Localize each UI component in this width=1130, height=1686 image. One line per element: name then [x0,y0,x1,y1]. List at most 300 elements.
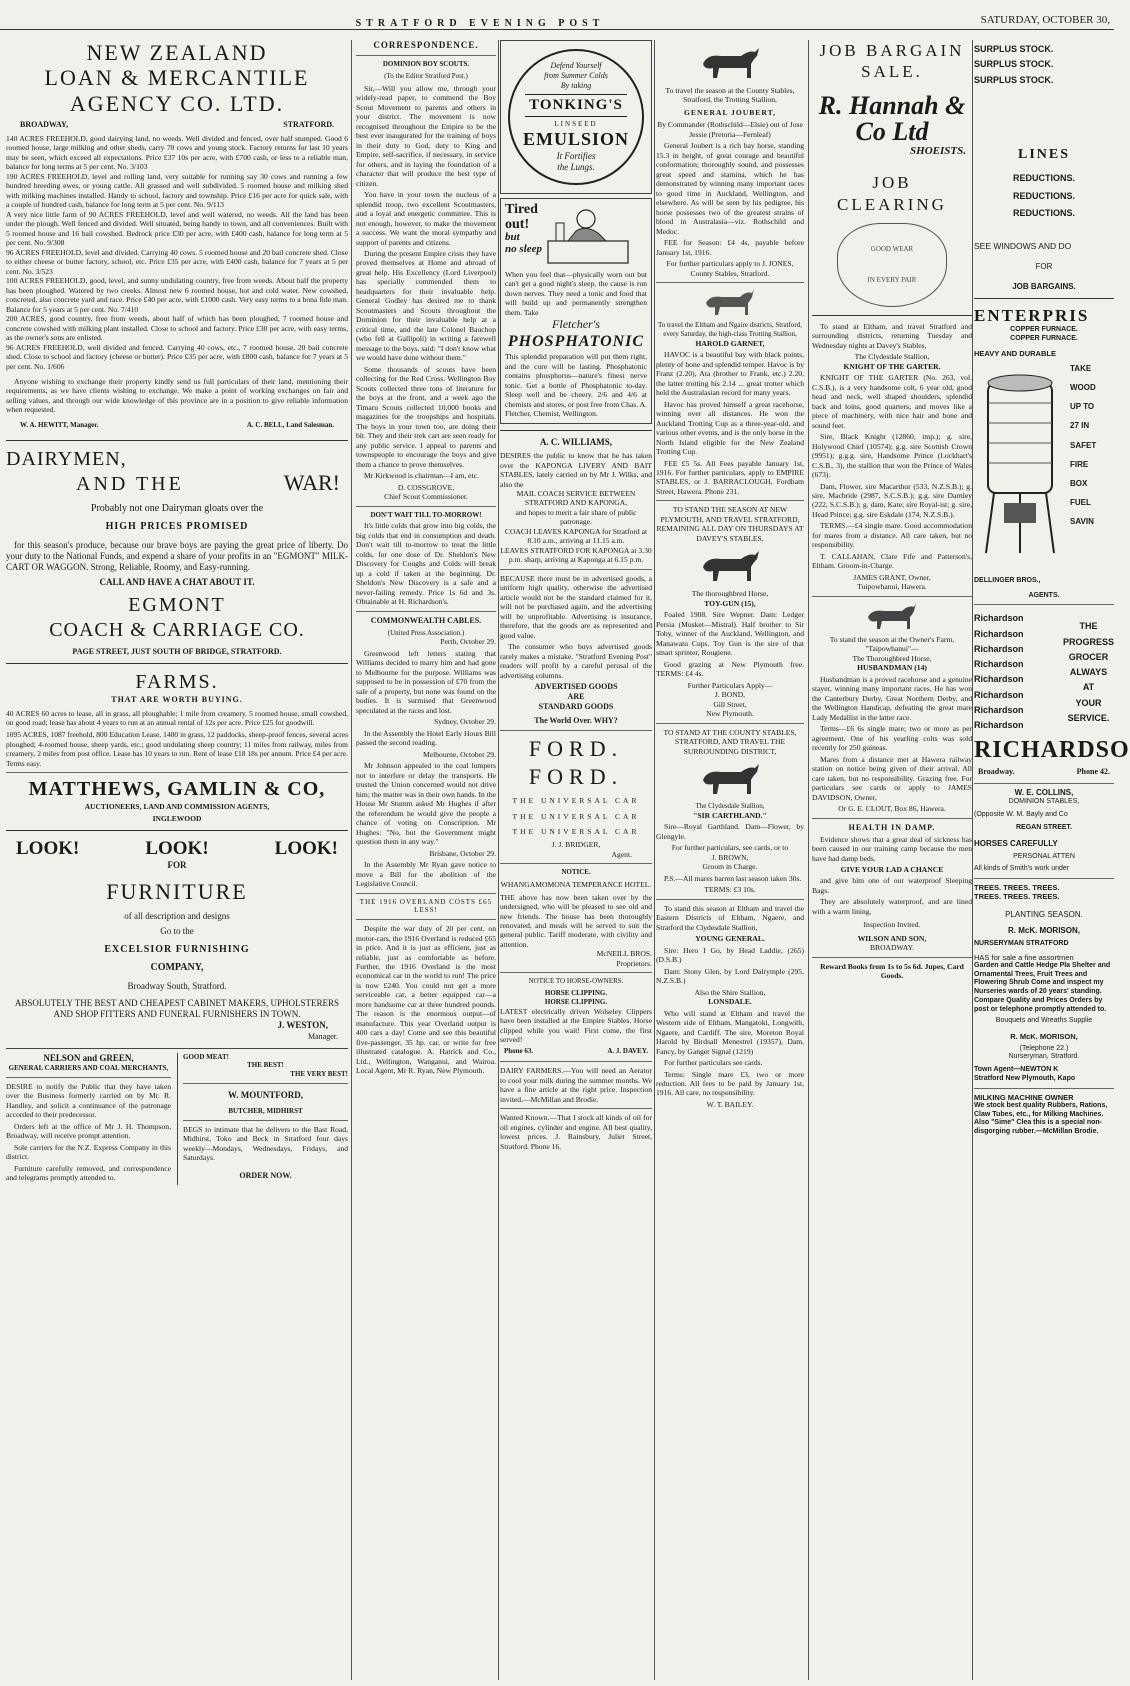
stallion-contact: Further Particulars Apply— [687,680,773,690]
advert-heading: MILKING MACHINE OWNER [974,1092,1074,1102]
dateline: Perth, October 29. [440,637,496,647]
stallion-name: TOY-GUN (15), [704,598,756,608]
advert-callout: Inspection Invited. [863,920,921,930]
stallion-intro: To stand at Eltham, and travel Stratford and surrounding districts, returning Tuesday and Wednesday nights at Davey's Stables, [812,321,972,350]
column-4 [656,40,804,1680]
phone-number: Phone 42. [1076,767,1110,777]
stallion-fee: Terms—£6 6s single mare; two or more as per agreement. One of his yearling colts was sold recently for 250 guineas. [812,724,972,753]
stallion-description: Who will stand at Eltham and travel the Western side of Eltham, Mangatoki, Longwith, Ngaere, and Cardiff. The sire, Moreton Royal Harold by Birdsall Menestrel (19357), Dam, Fancy, by Ganger Signal (1219) [656,1008,804,1056]
article-note: (To the Editor Stratford Post.) [384,72,468,80]
advert-heading: REDUCTIONS. [1012,207,1075,218]
phosphatonic-advert [500,198,652,424]
divider [356,893,496,894]
stallion-description: Foaled 1908. Sire Wepner. Dam: Ledger Persia (Musket—Mistral). Half brother to Sir Toby, winner of the Auckland, Wellington, and Manawatu Cups. Toy Gun is the sire of that smart sprinter, Rougiene. [656,610,804,658]
divider [500,730,652,731]
divider [356,611,496,612]
divider [812,818,972,819]
advert-heading: STANDARD GOODS [538,702,614,712]
article-paragraph: During the present Empire crisis they have proved themselves at Home and abroad of great help. His Excellency (Lord Liverpool) has specially commended them to headquarters for their invaluable help. General Godley has desired me to thank Scoutmasters and Scouts throughout the Dominion for their invaluable help at a critical time, and the late Colonel Bauchop (who fell at Gallipoli) in writing a farewell message to the boys, said: "I don't know what we would have done without them." [356,248,496,363]
advert-body: and hopes to merit a fair share of public patronage. [515,507,637,527]
shield-icon [837,223,947,307]
article-paragraph: In the Assembly the Hotel Early Hours Bill passed the second reading. [356,728,496,748]
advert-title: MATTHEWS, GAMLIN & CO, [28,777,326,800]
listing: 190 ACRES FREEHOLD, level and rolling land, very suitable for running say 30 cows and running a few hundred breeding ewes, or young cattle. All grassed and well subdivided. 5 roomed house and milking shed with milking machines installed. Handy to school, factory and township. Price £16 per acre for quick sale, with a couple of hundred cash, balance for long term at 5 per cent. No. 9/113 [6,171,348,210]
advert-address: Broadway South, Stratford. [127,980,227,991]
feature-word: BOX [1070,478,1088,488]
advert-text: SEE WINDOWS AND DO [974,241,1072,251]
stallion-contact: New Plymouth. [706,709,754,719]
manager-signature: W. A. HEWITT, Manager. [20,420,99,429]
feature-word: UP TO [1070,402,1095,412]
richardson-list [974,609,1024,735]
advert-text: THE BEST! [247,1061,284,1070]
stallion-note: For further particulars see cards. [664,1058,763,1068]
listing: 100 ACRES FREEHOLD, good, level, and sunny undulating country, free from weeds. About half the property has been ploughed. Watered by two creeks. Almost new 6 roomed house, hot and cold water. New cowshed, concreted, also concrete yard and race. Price £40 per acre, with £1000 cash. Very easy terms to a bona fide man. Balance for 5 years at 5 per cent. No. 7/410 [6,276,348,314]
richardson-name: Richardson [974,720,1024,730]
advert-title: W. MOUNTFORD, [228,1089,303,1100]
article-title: COMMONWEALTH CABLES. [370,615,482,625]
stallion-contact: T. CALLAHAN, Clare Fife and Patterson's, Eltham. Groom-in-Charge. [812,551,972,571]
advert-title: ENTERPRIS [974,305,1090,325]
stallion-description: HAVOC is a beautiful bay with black points, plenty of bone and splendid temper. Havoc is by Franz (2.20), Ata (brother to Frank, etc.) 2.20, the latter trotting his 2.14 ... great trotter which held the Australasian record for many years. [656,350,804,398]
advert-title: FURNITURE [106,878,248,904]
stallion-contact: For further particulars apply to J. JONES, [666,259,794,269]
stallion-contact: Or G. E. CLOUT, Box 86, Hawera. [838,804,946,814]
stallion-intro: Also the Shire Stallion, [694,987,766,997]
advert-heading: SURPLUS STOCK. [974,74,1054,85]
advert-body: DAIRY FARMERS.—You will need an Aerator to cool your milk during the summer months. We have a fine article at the right price. Inspection invited.—McMillan and Brodie. [500,1066,652,1104]
stallion-pedigree: Sire—Royal Garthland. Dam—Flower, by Glengyle. [656,822,804,841]
article-signature: Chief Scout Commissioner. [384,492,468,502]
divider [656,500,804,501]
divider [500,1061,652,1062]
advert-signature: Nurseryman, Stratford. [1008,1053,1080,1061]
stallion-description: Husbandman is a proved racehorse and a genuine stayer, winning many important races. He has won the Canterbury Derby, Great Northern Derby, and the Wellington Handicap, defeating the great mare Lady Medallist in the latter race. [812,674,972,722]
horse-icon [862,601,922,631]
slogan-word: GROCER [1068,651,1109,662]
advert-subtitle: GENERAL CARRIERS AND COAL MERCHANTS, [8,1063,169,1072]
advert-heading: PLANTING SEASON. [1005,909,1083,919]
richardson-name: Richardson [974,689,1024,700]
furnace-block [974,359,1114,577]
advert-heading: HORSES CAREFULLY [974,838,1058,848]
richardson-name: Richardson [974,613,1024,624]
advert-signature: (Telephone 22.) [1019,1044,1069,1052]
feature-word: FUEL [1070,498,1091,508]
advert-text: JOB BARGAINS. [1012,281,1076,291]
column-rule [808,40,809,1680]
stallion-pedigree: By Commander (Rothschild—Elsie) out of Jose Jessie (Pretoria—Fernleaf) [657,120,803,139]
masthead [0,0,1114,30]
advert-text: THE VERY BEST! [290,1070,348,1079]
listing: A very nice little farm of 90 ACRES FREEHOLD, level and well watered, no weeds. All the land has been under the plough. Well fenced and divided. Well situated, being handy to town, and all conveniences. Built with 5 roomed house and 16 bail cowshed. Bedrock price £30 per acre, with £400 cash, balance for long term at 5 per cent. No. 9/308 [6,209,348,248]
stamp-text: GOOD WEAR [870,245,914,253]
column-2 [356,40,496,1680]
advert-title: NEW ZEALAND [86,40,268,65]
advert-title: CLEARING [837,194,947,214]
divider [356,919,496,920]
advert-title: W. E. COLLINS, [1014,788,1074,798]
divider [183,1083,348,1084]
advert-text: the Lungs. [557,162,595,172]
furnace-features [1070,359,1096,532]
advert-heading: TREES. TREES. TREES. [974,883,1060,892]
divider [974,298,1114,299]
stallion-intro: To stand this season at Eltham and travel the Eastern Districts of Eltham, Ngaere, and Stratford the Clydesdale Stallion, [656,903,804,932]
advert-signature: BROADWAY. [869,943,915,953]
richardson-name: Richardson [974,628,1024,639]
slogan-word: PROGRESS [1062,636,1114,647]
advert-signature: A. J. DAVEY. [607,1046,648,1055]
article-title: DON'T WAIT TILL TO-MORROW! [370,510,482,519]
advert-body: Wanted Known.—That I stock all kinds of oil for oil engines, cylinder and engine. All best quality, lowest prices. J. Rainsbury, Juliet Street, Stratford. Phone 16. [500,1113,652,1151]
listing: 1095 ACRES, 1087 freehold, 800 Education Lease, 1400 in grass, 12 paddocks, sheep-proof fences, several acres ploughed; 4-roomed house, sheep yards, etc.; good undulating sheep country; 11 miles from railway, miles from creamery, 2 miles from post office. Lease has 10 years to run. Rent of lease £18 18s per annum. Price £4 per acre. Terms easy. [6,730,348,768]
stallion-pedigree: Sire, Black Knight (12860, imp.); g. sire, Holywood Chief (10574); g.g. sire Scottish Crown (9951); g.g.g. sire, Handsome Prince (Lockhart's C.S.B., 3), the stallion that won the Prince of Wales (673). [812,432,972,480]
richardson-name: Richardson [974,643,1024,654]
divider [812,957,972,958]
advert-body: This splendid preparation will put them right, and the cure will be lasting. Phosphatonic contains phosphorus—nature's finest nerve tonic. Get a bottle of Phosphatonic to-day. Sleep well and be cheery. 2/6 and 4/6 at chemists and stores, or post free from Chas. A. Fletcher, Chemist, Wellington. [505,352,647,419]
advert-company: EXCELSIOR FURNISHING [104,943,250,955]
phone-number: Phone 63. [504,1046,534,1055]
stallion-intro: TO STAND THE SEASON AT NEW PLYMOUTH, AND TRAVEL STRATFORD, REMAINING ALL DAY ON THURSDAYS AT DAVEY'S STABLES, [656,505,804,543]
section-heading: CORRESPONDENCE. [373,40,479,50]
advert-subtitle: DOMINION STABLES, [1008,798,1080,806]
product-name: EMULSION [522,129,629,150]
issue-date: SATURDAY, OCTOBER 30, [980,14,1110,26]
advert-title: A. C. WILLIAMS, [539,436,613,447]
slogan-word: THE [1079,621,1098,632]
stallion-contact: JAMES GRANT, Owner, [853,572,931,582]
advert-body: BECAUSE there must be in advertised goods, a uniform high quality, otherwise the advertised article would not be the standard claimed for it, will not be purchased again, and the advertising will be unprofitable. Advertising is insurance, therefore, that the goods are as represented and good value. [500,573,652,640]
advert-body: Orders left at the office of Mr J. H. Thompson, Broadway, will receive prompt attention. [6,1121,171,1141]
divider [500,972,652,973]
feature-word: SAFET [1070,440,1097,450]
advert-body: LEAVES STRATFORD FOR KAPONGA at 3.30 p.m. sharp, arriving at Kaponga at 6.15 p.m. [500,545,652,565]
advert-signature: DELLINGER BROS., [974,576,1041,584]
stallion-contact: County Stables, Stratford. [690,268,770,278]
divider [6,830,348,831]
article-paragraph: Despite the war duty of 20 per cent. on motor-cars, the 1916 Overland is reduced £65 in price. And it is just as efficient, just as reliable, just as comfortable as before. Further, the 1916 Overland is the most economical car in the world to run! The price is now £240. You could not get a more serviceable car, a better equipped car—a more handsome car at three hundred pounds. The reason is the enormous output—of manufacture. This year Overland output is 400 cars a day! Come and see this beautiful five-passenger, 35 hp. car, or write for free illustrated catalogue. A. Hatrick and Co., Ltd., Wellington, Wanganui, and Wairoa. Local Agent, Mr R. Ryan, New Plymouth. [356,924,496,1076]
farms-advert [6,670,348,768]
section-heading: NOTICE. [561,868,591,877]
section-heading: NOTICE TO HORSE-OWNERS. [528,977,624,986]
advert-subtitle: BUTCHER, MIDHIRST [228,1107,303,1116]
advert-body: ABSOLUTELY THE BEST AND CHEAPEST CABINET MAKERS, UPHOLSTERERS AND SHOP FITTERS AND FUNERAL FURNISHERS IN TOWN. [14,997,340,1020]
advert-text: LINSEED [554,119,598,128]
advert-heading: SURPLUS STOCK. [974,44,1054,54]
advert-title: JOB BARGAIN [819,41,965,60]
advert-callout: CALL AND HAVE A CHAT ABOUT IT. [99,577,255,588]
advert-signature: AGENTS. [1028,591,1060,599]
advert-title: NELSON and GREEN, [43,1052,134,1063]
divider [356,506,496,507]
advert-location: INGLEWOOD [152,814,202,824]
advert-slogan: THE UNIVERSAL CAR [512,826,640,836]
horse-icon [695,44,765,82]
advert-title: LOAN & MERCANTILE [44,65,310,91]
advert-title: FORD. [528,763,624,789]
look-text: LOOK! [145,837,209,859]
stallion-fee: FEE for Season: £4 4s, payable before January 1st, 1916. [656,238,804,257]
advert-body: They are absolutely waterproof, and are lined with a warm lining. [812,897,972,916]
advert-heading: TREES. TREES. TREES. [974,892,1060,902]
advert-location [6,116,348,134]
matthews-advert [6,777,348,824]
advert-address: (Opposite W. M. Bayly and Co [974,811,1068,818]
hannah-logo: R. Hannah & Co Ltd [818,90,966,146]
advert-body: Anyone wishing to exchange their property kindly send us full particulars of their land, mentioning their requirements, as we have clients wishing to exchange. We make a point of working exchanges on fair and selling values, and through our wide knowledge of this province are in a position to give reliable information when requested. [6,377,348,415]
divider [6,1077,171,1078]
stamp-text: IN EVERY PAIR [867,275,917,284]
bottom-adverts [6,1053,348,1185]
advert-footer [500,1045,652,1058]
stallion-name: HAROLD GARNET, [695,338,765,348]
advert-address: REGAN STREET. [1015,823,1072,831]
advert-title: AND THE [76,472,184,495]
stallion-description: Havoc has proved himself a great racehorse, winning over all distances. He won the Auckland Trotting Cup as a three-year-old, and various other events, and is the only horse in the North Island eligible for the New Zealand Trotting Cup. [656,399,804,457]
advert-heading: HORSE CLIPPING. [544,989,608,998]
article-paragraph: It's little colds that grow into big colds, the big colds that end in consumption and death. Don't wait till to-morrow to treat the little colds, for one dose of Dr. Sheldon's New Discovery for Coughs and Colds will break up a cold if taken at the beginning. Dr. Sheldon's New Discovery is a safe and a never-failing remedy. Price 1s 6d and 3s. Obtainable at H. Richardson's. [356,521,496,607]
advert-text: FOR [167,860,187,871]
advert-body: THE above has now been taken over by the undersigned, who will be pleased to see old and new friends. The house has been thoroughly renovated, and meals will be served to suit the general public. Tariff moderate, with civility and attention. [500,892,652,949]
advert-signature: Proprietors. [616,958,652,968]
advert-body: Sole carriers for the N.Z. Express Company in this district. [6,1142,171,1162]
column-6 [974,40,1130,1680]
stallion-contact: Groom in Charge. [702,862,758,872]
column-rule [654,40,655,1680]
newspaper-name: STRATFORD EVENING POST [355,18,605,29]
listing: 200 ACRES, good country, free from weeds, about half of which has been ploughed, 7 roomed house and concrete cowshed with milking plant installed. Close to school and factory. Price £30 per acre, with easy terms, as the owner's sons are enlisted. [6,314,348,343]
advert-signature: McNEILL BROS. [596,949,652,959]
dairymen-advert [6,447,348,657]
column-rule [351,40,352,1680]
advert-title: FARMS. [135,670,219,693]
advert-body: DESIRES the public to know that he has taken over the KAPONGA LIVERY AND BAIT STABLES, lately carried on by Mr J. Wilks, and also the [500,451,652,489]
divider [500,1108,652,1109]
stallion-contact: J. BROWN, [711,852,749,862]
richardson-name: Richardson [974,704,1024,715]
dateline: Brisbane, October 29. [429,848,496,858]
advert-body: and give him one of our waterproof Sleeping Bags. [812,876,972,895]
horse-icon [695,760,765,798]
advert-body: HAS for sale a fine assortmen [974,952,1074,962]
advert-body: LATEST electrically driven Wolseley Clippers have been installed at the Empire Stables. Horse clipped while you wait! First come, the first served! [500,1006,652,1045]
stallion-description: General Joubert is a rich bay horse, standing 15.3 in height, of great courage and beautiful conformation; thoroughly sound, and possesses great speed and stamina, which he has demonstrated by winning many important races to good time in Auckland, Wellington, and elsewhere. As will be seen by his pedigree, his horse possesses two of the greatest strains of blood in Australasia—viz. Rothschild and Medoc. [656,141,804,236]
dateline: Melbourne, October 29. [423,749,496,759]
furniture-advert [6,837,348,1049]
advert-body: MAIL COACH SERVICE BETWEEN STRATFORD AND KAPONGA, [516,489,636,508]
listing: 40 ACRES 60 acres to lease, all in grass, all ploughable; 1 mile from creamery. 5 roomed house, small cowshed, on good road; lease has about 4 years to run at an annual rental of 12s per acre. Price £25 for goodwill. [6,708,348,728]
look-text: LOOK! [16,837,80,859]
divider [656,899,804,900]
hannah-subtitle: SHOEISTS. [910,144,966,157]
article-note: (United Press Association.) [387,628,465,637]
advert-body: DESIRE to notify the Public that they have taken over the Business formerly carried on by Mr. R. Handley, and solicit a continuance of the patronage accorded to their predecessor. [6,1081,171,1120]
stallion-pedigree: Dam, Flower, sire Macarthur (533, N.Z.S.B.); g. sire, Macbride (2987, S.C.S.B.); g.g. sire Darnley (222, S.C.S.B.); g. dam, Kate; sire Royal-ist; g. sire, Head Prince; g.g. sire Eskdale (174, N.Z.S.B.). [812,481,972,519]
divider [356,55,496,56]
advert-title: RICHARDSO [974,737,1130,764]
nelson-green-advert [6,1053,171,1185]
article-paragraph: Mr Kirkwood is chairman—I am, etc. [364,471,479,481]
advert-text: FOR [1035,261,1053,271]
divider [656,282,804,283]
advert-subtitle: THAT ARE WORTH BUYING. [111,694,243,704]
stallion-fee: TERMS: £3 10s. [704,885,756,895]
stallion-intro: The Thoroughbred Horse, [852,653,932,663]
advert-company: COMPANY, [150,962,204,974]
column-1 [6,40,348,1680]
advert-body: Furniture carefully removed, and correspondence and telegrams promptly attended to. [6,1163,171,1183]
stallion-intro: To travel the Eltham and Ngaire districts, Stratford, every Saturday, the high-class Trotting Stallion, [658,321,802,338]
listing: 96 ACRES FREEHOLD, level and divided. Carrying 40 cows. 5 roomed house and 20 bail concrete shed. Close to either cheese or butter factory, school, etc. Price £35 per acre, with £400 cash, balance for 7 years at 5 per cent. No. 3/523 [6,247,348,276]
advert-heading: COPPER FURNACE. [1010,325,1078,333]
advert-subtitle: NURSERYMAN STRATFORD [974,939,1069,947]
article-paragraph: Some thousands of scouts have been collecting for the Red Cross. Wellington Boy Scouts collected three tons of literature for the boys at the front, and a week ago the Timaru Scouts collected 10,000 books and magazines for the troopships and hospitals. The boys in your town too, are doing their bit. They and their trek cart are seen ready for any public service. I appeal to parents and townspeople to encourage the boys and give them a chance to prove themselves. [356,364,496,469]
advert-body: Evidence shows that a great deal of sickness has been caused in our training camp because the men have had damp beds. [812,834,972,863]
divider [500,863,652,864]
advert-body: We stock best quality Rubbers, Rations, Claw Tubes, etc., for Milking Machines. Also "Sime" Clea this is a special non-disgorging rubber.—McMillan Brodie. [974,1101,1108,1136]
stallion-name: "SIR CARTHLAND." [693,810,767,820]
feature-word: SAVIN [1070,517,1094,527]
stallion-contact: For further particulars, see cards, or to [671,843,789,853]
stallion-description: KNIGHT OF THE GARTER (No. 263, vol. C.S.B.), is a very handsome colt, 6 year old, good head and neck, well shaped shoulders, splendid back and loins, good quarters, and moves like a piece of machinery, with nice hair and bone and sound feet. [812,373,972,430]
slogan-word: SERVICE. [1067,712,1110,723]
advert-heading: HIGH PRICES PROMISED [105,521,249,533]
advert-headline: no sleep [505,242,542,255]
article-paragraph: Sir,—Will you allow me, through your widely-read paper, to commend the Boy Scout Movement to parents and others in your district. The movement is now recognised throughout the Empire to be the best ever inaugurated for the training of boys in their duty to God, duty to King and Empire, self-sacrifice, if necessary, in service for others, and in laying the foundation of a character that will produce the best type of citizen. [356,83,496,188]
richardson-contact [974,765,1114,779]
article-paragraph: Greenwood left letters stating that Williams decided to marry him and had gone to Melbourne for the purpose. Williams was supposed to be in possession of £70 from the sale of a property, but none was found on the bodies. It is surmised that Greenwood speculated at the races and lost. [356,648,496,715]
advert-title: COACH & CARRIAGE CO. [49,618,305,641]
advert-callout: ORDER NOW. [239,1170,292,1180]
stallion-fee: FEE £5 5s. All Fees payable January 1st, 1916. For further particulars, apply to EMPIRE STABLES, or J. BARRACLOUGH, Fordham Street, Hawera. Phone 231. [656,458,804,496]
stallion-name: YOUNG GENERAL. [695,934,765,944]
advert-text: Go to the [160,926,194,937]
richardson-slogan [1063,609,1114,735]
richardson-block [974,609,1114,735]
advert-title: JOB [872,173,912,193]
advert-text: of all description and designs [124,911,230,922]
advert-body: When you feel that—physically worn out but can't get a good night's sleep, the cause is run down nerves. They need a tonic and food that will build up and permanently strengthen them. Take [505,270,647,317]
advert-text: PERSONAL ATTEN [1013,852,1075,860]
advert-title: SALE. [861,62,923,82]
advert-signatures [6,417,348,434]
manager-name: J. WESTON, [277,1020,328,1031]
emulsion-badge [508,49,644,185]
stallion-intro: To travel the season at the County Stables, Stratford, the Trotting Stallion, [665,86,795,105]
sleepless-figure-illustration [546,203,630,267]
advert-text: By taking [560,80,592,90]
divider [6,772,348,773]
article-title: THE 1916 OVERLAND COSTS £65 LESS! [359,897,493,915]
advert-text: All kinds of Smith's work under [974,865,1070,873]
dateline: Sydney, October 29. [434,717,496,727]
column-rule [972,40,973,1680]
feature-word: TAKE [1070,363,1092,373]
article-paragraph: In the Assembly Mr Ryan gave notice to move a Bill for the abolition of the Legislative Council. [356,860,496,889]
advert-headline: but [505,231,520,244]
feature-word: 27 IN [1070,421,1090,431]
advert-heading: ARE [567,692,585,702]
divider [812,596,972,597]
divider [6,663,348,664]
divider [656,723,804,724]
divider [974,783,1114,784]
advert-slogan: THE UNIVERSAL CAR [512,796,640,806]
advert-title: AGENCY CO. LTD. [69,90,285,116]
stallion-fee: Good grazing at New Plymouth free. TERMS: £4 4s. [656,659,804,679]
article-paragraph: You have in your town the nucleus of a splendid troop, two excellent Scoutmasters, and a loyal and energetic committee. This is not enough, however, to make the movement a success. We want the moral sympathy and support of parents and citizens. [356,190,496,247]
look-text: LOOK! [274,837,338,859]
advert-title: R. McK. MORISON, [1007,925,1080,935]
stallion-name: LONSDALE. [708,997,752,1007]
agent-name: J. J. BRIDGER, [551,840,601,850]
article-title: DOMINION BOY SCOUTS. [382,60,470,69]
slogan-word: YOUR [1075,697,1102,708]
stallion-name: GENERAL JOUBERT, [684,107,776,117]
copper-furnace-illustration [974,363,1066,573]
advert-title: FORD. [528,736,624,762]
divider [500,430,652,431]
stallion-intro: TO STAND AT THE COUNTY STABLES, STRATFORD, AND TRAVEL THE SURROUNDING DISTRICT, [663,727,797,756]
advert-address: PAGE STREET, JUST SOUTH OF BRIDGE, STRATFORD. [72,646,282,656]
advert-headline: out! [505,216,530,232]
advert-title: LINES [1017,146,1071,162]
stallion-intro: The thoroughbred Horse, [691,589,769,599]
divider [974,604,1114,605]
advert-text: Defend Yourself [550,60,602,70]
slogan-word: AT [1082,682,1095,693]
advert-heading: COPPER FURNACE. [1010,334,1078,342]
advert-heading: SURPLUS STOCK. [974,59,1054,70]
stallion-contact: Tuipowhanui, Hawera. [857,582,927,592]
brand-name: Fletcher's [552,317,600,332]
advert-title: HEALTH IN DAMP. [848,822,936,832]
advert-subtitle: WHANGAMOMONA TEMPERANCE HOTEL. [500,880,652,890]
look-row [6,837,348,861]
mountford-advert [177,1053,348,1185]
advert-body: Town Agent—NEWTON K [974,1066,1059,1073]
richardson-name: Richardson [974,659,1024,669]
advert-body: BEGS to intimate that he delivers to the Bast Road, Midhirst, Toko and Beck in Stratford four days weekly—Mondays, Wednesdays, Fridays, and Saturdays. [183,1124,348,1163]
advert-heading: ADVERTISED GOODS [534,682,618,692]
article-paragraph: Mr Johnson appealed to the coal lumpers not to interfere or delay the transports. He trusted the Union concerned would not drive him; the matter was in their own hands. In the House Mr Stumm asked Mr Hughes if after the referendum he would give the people a chance of voting on Conscription. Mr Hughes: "No, but the Government might question them in any way." [356,761,496,847]
stallion-pedigree: Dam: Stony Glen, by Lord Dalrymple (295, N.Z.S.B.) [656,966,804,986]
advert-text: It Fortifies [556,150,596,161]
stallion-name: KNIGHT OF THE GARTER. [843,361,941,371]
stallion-fee: TERMS.—£4 single mare. Good accommodation for mares from a distance. All care taken, but no responsibility. [812,521,972,550]
manager-title: Manager. [308,1031,338,1041]
advert-heading: HEAVY AND DURABLE [974,349,1056,359]
salesman-signature: A. C. BELL, Land Salesman. [246,420,334,429]
richardson-name: Richardson [974,674,1024,685]
stallion-pedigree: Sire: Hero I Go, by Head Laddie, (265) (D.S.B.) [656,945,804,965]
advert-title: WAR! [283,469,340,495]
advert-heading: REDUCTIONS. [1012,190,1075,201]
agent-title: Agent. [611,849,632,859]
stallion-note: Mares from a distance met at Hawera railway station on notice being given of their arrival. All care taken, but no responsibility. Grazing free. For particulars see cards or apply to JAMES DAVIDSON, Owner, [812,754,972,802]
address: Broadway. [978,767,1015,777]
advert-headline: Tired [505,202,538,217]
stallion-fee: Terms: Single mare £3, two or more reduction. All fees to be paid by January 1st, 1916. All care, no responsibility. [656,1069,804,1098]
stallion-intro: The Clydesdale Stallion, [854,352,930,362]
stallion-intro: The Clydesdale Stallion, [695,802,765,811]
advert-body: Reward Books from 1s to 5s 6d. Jupes, Card Goods. [820,961,964,981]
column-5 [812,40,972,1680]
stallion-contact: Gill Street, [713,699,747,709]
advert-title: EGMONT [128,593,226,616]
stallion-intro: To stand the season at the Owner's Farm, "Taipowhanui"— [829,634,955,654]
